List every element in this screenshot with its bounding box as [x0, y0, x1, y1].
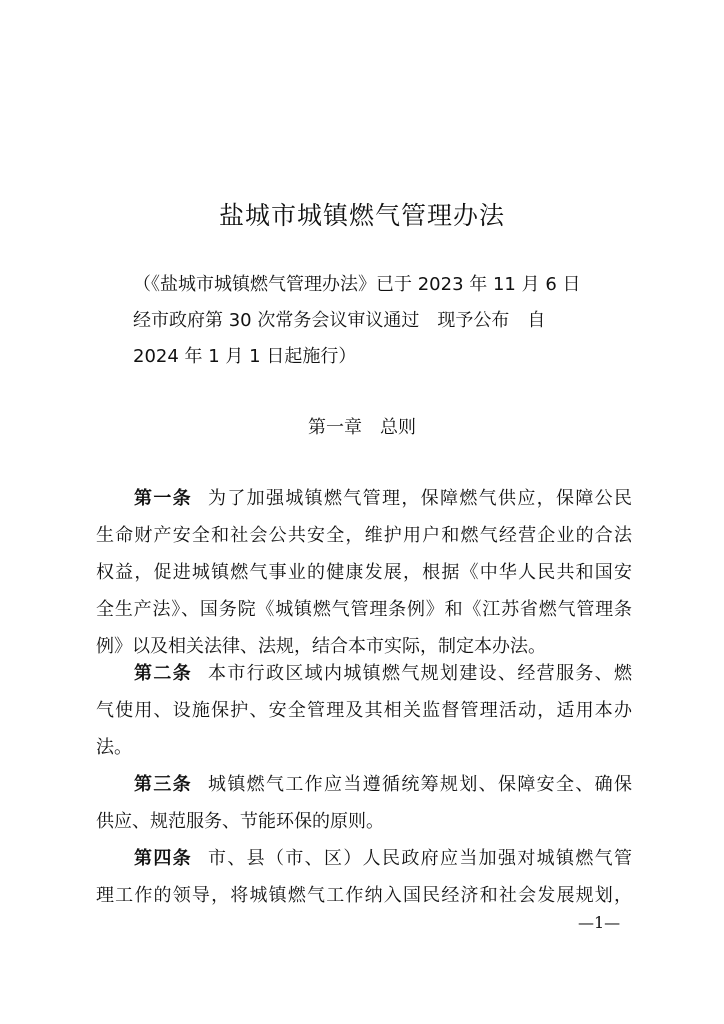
article-3-label: 第三条 [134, 774, 192, 795]
article-2-line-1 [134, 655, 632, 693]
article-1-line-3: 权益，促进城镇燃气事业的健康发展，根据《中华人民共和国安 [96, 562, 632, 583]
page-number: —1— [578, 913, 621, 932]
article-2-text-1: 本市行政区域内城镇燃气规划建设、经营服务、燃 [208, 663, 632, 684]
subtitle-line-1: （《盐城市城镇燃气管理办法》已于 2023 年 11 月 6 日 [133, 274, 581, 295]
document-title: 盐城市城镇燃气管理办法 [218, 201, 505, 230]
article-1-line-5: 例》以及相关法律、法规，结合本市实际，制定本办法。 [96, 636, 546, 657]
article-1-label: 第一条 [134, 488, 192, 509]
subtitle-line-2: 经市政府第 30 次常务会议审议通过 现予公布 自 [133, 310, 546, 331]
article-4-label: 第四条 [134, 848, 192, 869]
subtitle-line-3: 2024 年 1 月 1 日起施行） [133, 346, 357, 367]
article-1-line-1 [134, 480, 632, 518]
article-3-text-1: 城镇燃气工作应当遵循统筹规划、保障安全、确保 [208, 774, 632, 795]
article-3-line-1 [134, 766, 632, 804]
article-1-line-4: 全生产法》、国务院《城镇燃气管理条例》和《江苏省燃气管理条 [96, 599, 632, 620]
article-3-line-2: 供应、规范服务、节能环保的原则。 [96, 811, 384, 832]
article-2-line-2: 气使用、设施保护、安全管理及其相关监督管理活动，适用本办 [96, 700, 632, 721]
chapter-heading: 第一章 总则 [308, 417, 416, 438]
article-2-line-3: 法。 [96, 737, 132, 758]
article-2-label: 第二条 [134, 663, 192, 684]
article-4-text-1: 市、县（市、区）人民政府应当加强对城镇燃气管 [208, 848, 632, 869]
article-4-line-1 [134, 840, 632, 878]
article-1-line-2: 生命财产安全和社会公共安全，维护用户和燃气经营企业的合法 [96, 525, 632, 546]
article-4-line-2: 理工作的领导，将城镇燃气工作纳入国民经济和社会发展规划， [96, 885, 632, 906]
article-1-text-1: 为了加强城镇燃气管理，保障燃气供应，保障公民 [208, 488, 632, 509]
